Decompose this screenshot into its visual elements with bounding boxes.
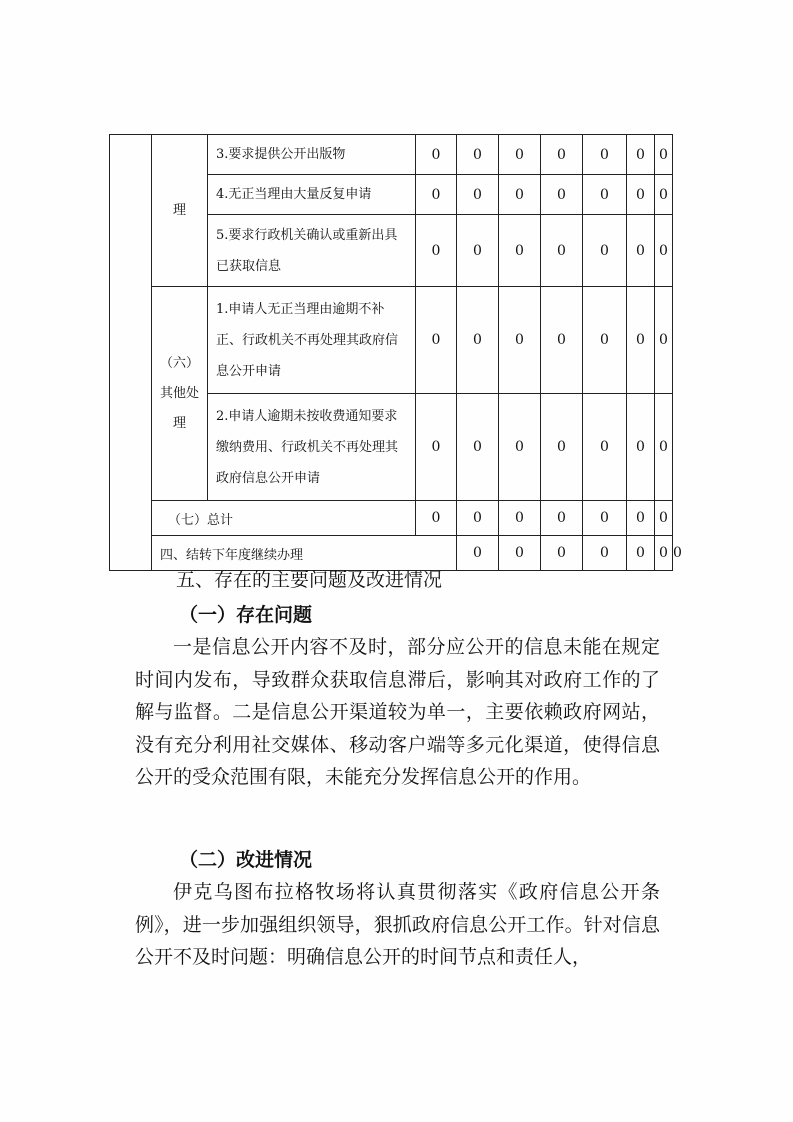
cell-value: 0 — [499, 394, 541, 501]
cell-value: 0 — [457, 287, 499, 394]
section-heading: 五、存在的主要问题及改进情况 — [176, 569, 443, 591]
cell-value: 0 — [583, 536, 627, 571]
cell-value: 0 — [627, 215, 655, 287]
cell-value: 0 — [627, 536, 655, 571]
cell-value: 0 — [541, 215, 583, 287]
total-label: （七）总计 — [152, 501, 416, 536]
cell-value: 0 — [583, 501, 627, 536]
cell-value: 0 — [416, 501, 457, 536]
cell-value: 0 — [655, 536, 673, 571]
cell-value: 0 — [541, 175, 583, 215]
carryover-label: 四、结转下年度继续办理 — [152, 536, 457, 571]
cell-value: 0 — [499, 501, 541, 536]
cell-value: 0 — [627, 394, 655, 501]
cell-value: 0 — [655, 501, 673, 536]
cell-value: 0 — [655, 175, 673, 215]
subsection-heading-improvements: （二）改进情况 — [179, 849, 313, 871]
cell-value: 0 — [541, 394, 583, 501]
cell-value: 0 — [627, 287, 655, 394]
cell-value: 0 — [457, 175, 499, 215]
cell-value: 0 — [583, 394, 627, 501]
category-cell-prev: 理 — [152, 135, 208, 287]
cell-value: 0 — [416, 175, 457, 215]
category-cell-other: （六）其他处理 — [152, 287, 208, 501]
cell-value: 0 — [627, 135, 655, 175]
cell-value: 0 — [583, 287, 627, 394]
cell-value: 0 — [655, 215, 673, 287]
table-row — [110, 287, 673, 394]
cell-value: 0 — [541, 135, 583, 175]
cell-value: 0 — [416, 287, 457, 394]
cell-value: 0 — [499, 215, 541, 287]
cell-value: 0 — [457, 501, 499, 536]
cell-value: 0 — [416, 394, 457, 501]
cell-value: 0 — [541, 501, 583, 536]
cell-value: 0 — [655, 394, 673, 501]
table-row-carryover: 四、结转下年度继续办理 0 0 0 0 0 0 0 — [110, 536, 673, 571]
outer-category-cell — [110, 135, 152, 571]
row-item-label: 1.申请人无正当理由逾期不补正、行政机关不再处理其政府信息公开申请 — [208, 287, 416, 394]
cell-value: 0 — [541, 536, 583, 571]
cell-value: 0 — [541, 287, 583, 394]
cell-value: 0 — [655, 135, 673, 175]
cell-value: 0 — [457, 215, 499, 287]
cell-value: 0 — [583, 135, 627, 175]
cell-value: 0 — [457, 394, 499, 501]
cell-value: 0 — [499, 536, 541, 571]
paragraph-problems: 一是信息公开内容不及时，部分应公开的信息未能在规定时间内发布，导致群众获取信息滞后，影响其对政府工作的了解与监督。二是信息公开渠道较为单一，主要依赖政府网站，没有充分利用社交媒体、移动客户端等多元化渠道，使得信息公开的受众范围有限，未能充分发挥信息公开的作用。 — [135, 636, 660, 788]
row-item-label: 3.要求提供公开出版物 — [208, 135, 416, 175]
cell-value: 0 — [416, 215, 457, 287]
cell-value: 0 — [655, 287, 673, 394]
row-item-label: 2.申请人逾期未按收费通知要求缴纳费用、行政机关不再处理其政府信息公开申请 — [208, 394, 416, 501]
cell-value: 0 — [499, 135, 541, 175]
table-row — [110, 135, 673, 175]
statistics-table — [109, 134, 682, 571]
cell-value: 0 — [416, 135, 457, 175]
table-row-total — [110, 501, 673, 536]
row-item-label: 4.无正当理由大量反复申请 — [208, 175, 416, 215]
cell-value: 0 — [457, 135, 499, 175]
cell-value: 0 — [627, 175, 655, 215]
row-item-label: 5.要求行政机关确认或重新出具已获取信息 — [208, 215, 416, 287]
paragraph-improvements: 伊克乌图布拉格牧场将认真贯彻落实《政府信息公开条例》，进一步加强组织领导，狠抓政府信息公开工作。针对信息公开不及时问题：明确信息公开的时间节点和责任人， — [135, 881, 660, 968]
cell-value: 0 — [499, 287, 541, 394]
cell-value: 0 — [583, 175, 627, 215]
cell-value: 0 — [627, 501, 655, 536]
subsection-heading-problems: （一）存在问题 — [179, 604, 313, 626]
cell-value: 0 — [499, 175, 541, 215]
cell-value: 0 — [583, 215, 627, 287]
cell-value: 0 — [457, 536, 499, 571]
